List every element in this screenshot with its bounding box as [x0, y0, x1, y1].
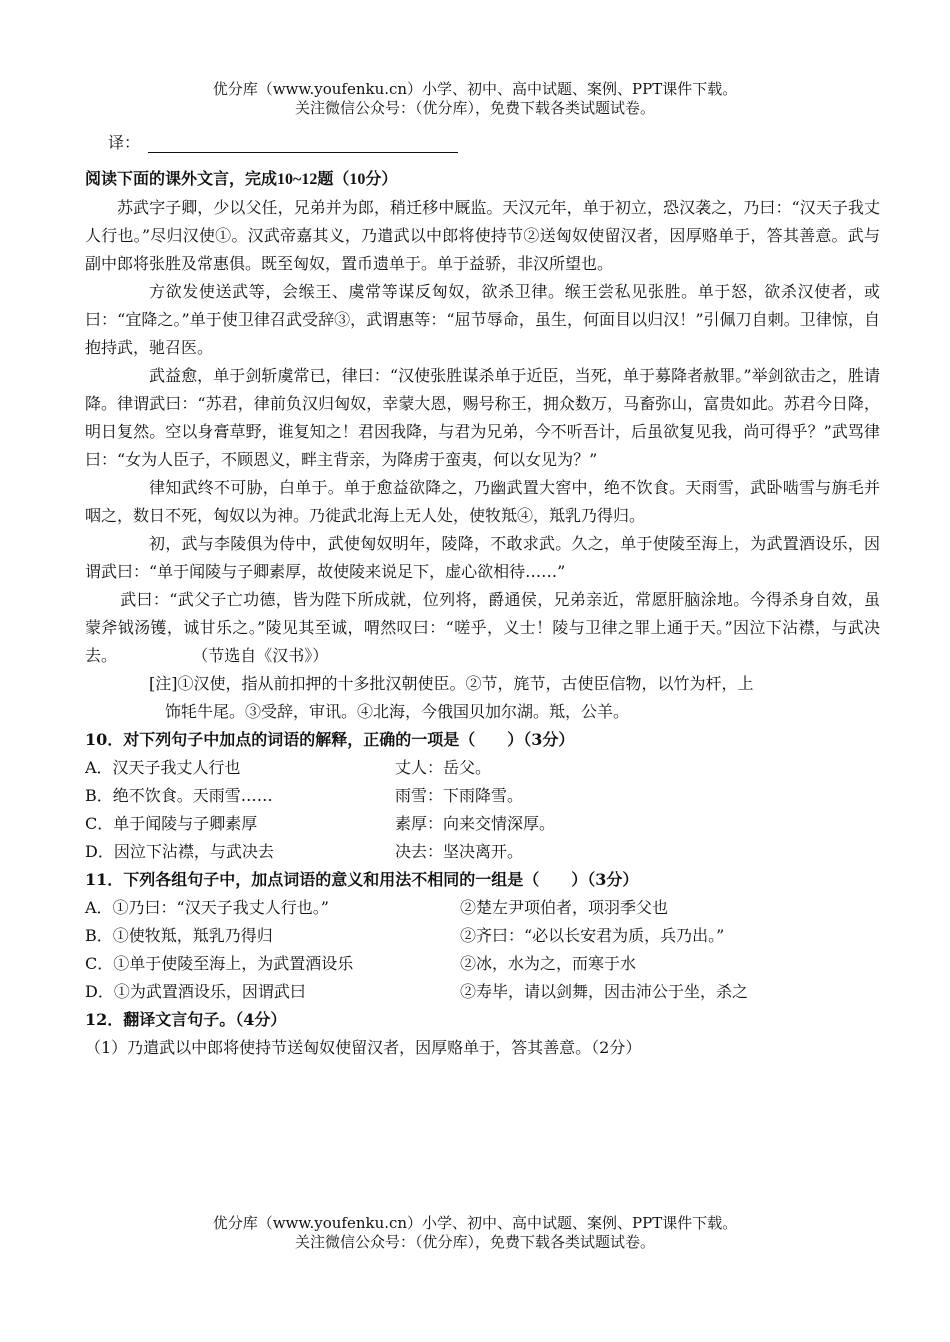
passage-paragraph-1: 苏武字子卿，少以父任，兄弟并为郎，稍迁移中厩监。天汉元年，单于初立，恐汉袭之，乃曰：“汉天子我丈人行也。”尽归汉使①。汉武帝嘉其义，乃遣武以中郎将使持节②送匈奴使留汉者，因厚赂单于，答其善意。武与副中郎将张胜及常惠俱。既至匈奴，置币遗单于。单于益骄，非汉所望也。 [85, 198, 880, 273]
page-header [0, 80, 950, 118]
passage-paragraph-6 [85, 586, 880, 670]
q11-option-a [85, 894, 880, 922]
q10-option-a-text: A．汉天子我丈人行也 [85, 758, 241, 777]
page-footer [0, 1214, 950, 1252]
q10-option-b-explanation: 雨雪：下雨降雪。 [395, 786, 524, 805]
q11-option-c-sentence-1: C．①单于使陵至海上，为武置酒设乐 [85, 954, 354, 973]
q11-option-d [85, 978, 880, 1006]
document-body [85, 166, 880, 1062]
q11-option-d-sentence-2: ②寿毕，请以剑舞，因击沛公于坐，杀之 [460, 982, 749, 1001]
passage-paragraph-5: 初，武与李陵俱为侍中，武使匈奴明年，陵降，不敢求武。久之，单于使陵至海上，为武置酒设乐，因谓武曰：“单于闻陵与子卿素厚，故使陵来说足下，虚心欲相待……” [85, 534, 880, 581]
q10-option-a-explanation: 丈人：岳父。 [395, 758, 492, 777]
q10-option-a [85, 754, 880, 782]
q10-option-c-text: C．单于闻陵与子卿素厚 [85, 814, 258, 833]
header-line-2: 关注微信公众号：（优分库），免费下载各类试题试卷。 [294, 99, 655, 117]
q10-option-c-explanation: 素厚：向来交情深厚。 [395, 814, 556, 833]
question-11-stem: 11．下列各组句子中，加点词语的意义和用法不相同的一组是（ ）（3分） [85, 870, 639, 889]
footer-line-2: 关注微信公众号：（优分库），免费下载各类试题试卷。 [294, 1233, 655, 1251]
passage-paragraph-6-text: 武曰：“武父子亡功德，皆为陛下所成就，位列将，爵通侯，兄弟亲近，常愿肝脑涂地。今得杀身自效，虽蒙斧钺汤镬，诚甘乐之。”陵见其至诚，喟然叹曰：“嗟乎，义士！陵与卫律之罪上通于天。”因泣下沾襟，与武决去。 [85, 590, 880, 665]
translation-prompt [108, 130, 458, 153]
q11-option-a-sentence-2: ②楚左尹项伯者，项羽季父也 [460, 898, 669, 917]
notes-line-2: 饰牦牛尾。③受辞，审讯。④北海，今俄国贝加尔湖。羝，公羊。 [165, 702, 630, 721]
answer-blank-line [148, 136, 458, 153]
q10-option-d-text: D．因泣下沾襟，与武决去 [85, 842, 274, 861]
q11-option-b-sentence-2: ②齐曰：“必以长安君为质，兵乃出。” [460, 926, 725, 945]
q10-option-d-explanation: 决去：坚决离开。 [395, 842, 524, 861]
passage-paragraph-4: 律知武终不可胁，白单于。单于愈益欲降之，乃幽武置大窖中，绝不饮食。天雨雪，武卧啮雪与旃毛并咽之，数日不死，匈奴以为神。乃徙武北海上无人处，使牧羝④，羝乳乃得归。 [85, 478, 880, 525]
source-citation: （节选自《汉书》） [192, 646, 329, 665]
notes-line-1: [注]①汉使，指从前扣押的十多批汉朝使臣。②节，旄节，古使臣信物，以竹为杆，上 [149, 674, 754, 693]
q11-option-d-sentence-1: D．①为武置酒设乐，因谓武曰 [85, 982, 306, 1001]
q10-option-b-text: B．绝不饮食。天雨雪…… [85, 786, 273, 805]
passage-paragraph-3: 武益愈，单于剑斩虞常已，律曰：“汉使张胜谋杀单于近臣，当死，单于募降者赦罪。”举剑欲击之，胜请降。律谓武曰：“苏君，律前负汉归匈奴，幸蒙大恩，赐号称王，拥众数万，马畜弥山，富贵如此。苏君今日降，明日复然。空以身膏草野，谁复知之！君因我降，与君为兄弟，今不听吾计，后虽欲复见我，尚可得乎？”武骂律曰：“女为人臣子，不顾恩义，畔主背亲，为降虏于蛮夷，何以女见为？” [85, 366, 880, 469]
question-12-stem: 12．翻译文言句子。（4分） [85, 1010, 287, 1029]
footer-line-1: 优分库（www.youfenku.cn）小学、初中、高中试题、案例、PPT课件下载。 [212, 1214, 738, 1232]
q10-option-d [85, 838, 880, 866]
q11-option-b-sentence-1: B．①使牧羝，羝乳乃得归 [85, 926, 273, 945]
q11-option-a-sentence-1: A．①乃曰：“汉天子我丈人行也。” [85, 898, 329, 917]
passage-paragraph-2: 方欲发使送武等，会缑王、虞常等谋反匈奴，欲杀卫律。缑王尝私见张胜。单于怒，欲杀汉使者，或曰：“宜降之。”单于使卫律召武受辞③，武谓惠等：“屈节辱命，虽生，何面目以归汉！”引佩刀自刺。卫律惊，自抱持武，驰召医。 [85, 282, 880, 357]
q10-option-b [85, 782, 880, 810]
translate-label: 译： [108, 133, 141, 152]
q10-option-c [85, 810, 880, 838]
q11-option-c [85, 950, 880, 978]
q11-option-c-sentence-2: ②冰，水为之，而寒于水 [460, 954, 637, 973]
q11-option-b [85, 922, 880, 950]
section-title: 阅读下面的课外文言，完成10~12题（10分） [85, 171, 398, 188]
header-line-1: 优分库（www.youfenku.cn）小学、初中、高中试题、案例、PPT课件下载。 [212, 80, 738, 98]
question-10-stem: 10．对下列句子中加点的词语的解释，正确的一项是（ ）（3分） [85, 730, 575, 749]
q12-subquestion-1: （1）乃遣武以中郎将使持节送匈奴使留汉者，因厚赂单于，答其善意。（2分） [85, 1038, 642, 1057]
